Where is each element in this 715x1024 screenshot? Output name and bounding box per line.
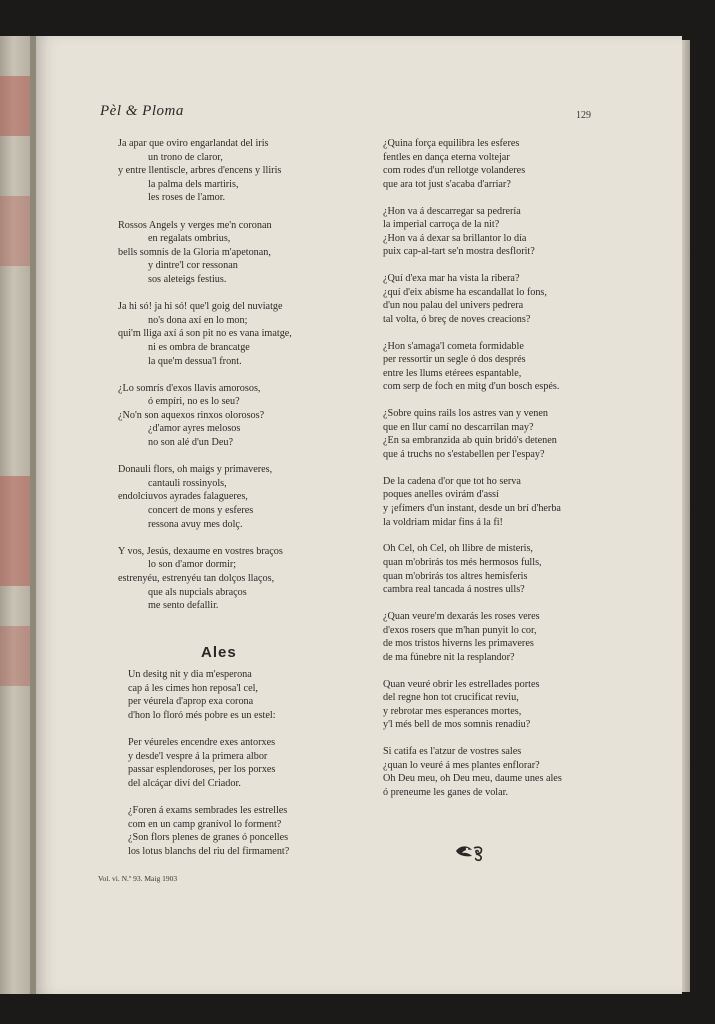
verse-line: bells somnis de la Gloria m'apetonan, (118, 246, 271, 258)
stanza (118, 463, 292, 531)
stanza (118, 545, 292, 613)
verse-line: cap á les cimes hon reposa'l cel, (128, 682, 258, 694)
verse-line: puix cap-al-tart se'n mostra desflorit? (383, 246, 535, 258)
verse-line: ni es ombra de brancatge (148, 341, 250, 353)
binding-stain (0, 196, 30, 266)
verse-line: un trono de claror, (148, 151, 223, 163)
verse-line: Si catifa es l'atzur de vostres sales (383, 746, 522, 758)
verse-line: la palma dels martiris, (148, 178, 239, 190)
verse-line: la que'm dessua'l front. (148, 355, 242, 367)
verse-line: ¿En sa embranzida ab quin bridó's detenen (383, 435, 557, 447)
binding-stain (0, 476, 30, 586)
verse-line: Y vos, Jesús, dexaume en vostres braços (118, 545, 283, 557)
verse-line: y'l més bell de mos somnis renadiu? (383, 719, 531, 731)
verse-line: me sento defallir. (148, 600, 219, 612)
verse-line: ¿Quí d'exa mar ha vista la ribera? (383, 273, 520, 285)
verse-line: y rebrotar mes esperances mortes, (383, 705, 522, 717)
stanza (383, 205, 562, 259)
stanza (383, 137, 562, 191)
stanza (383, 475, 562, 529)
verse-line: qui'm lliga axí á son pit no es vana imatge, (118, 328, 292, 340)
verse-line: Per véureles encendre exes antorxes (128, 736, 276, 748)
verse-line: per véurela d'aprop exa corona (128, 696, 254, 708)
verse-line: Ja hi só! ja hi só! que'l goig del nuviatge (118, 301, 283, 313)
verse-line: ¿quí d'eix abisme ha escandallat lo fons, (383, 286, 547, 298)
verse-line: del regne hon tot crucificat reviu, (383, 692, 519, 704)
verse-line: que als nupcials abraços (148, 586, 247, 598)
verse-line: concert de mons y esferes (148, 505, 254, 517)
verse-line: d'hon lo floró més pobre es un estel: (128, 709, 276, 721)
verse-line: poques anelles ovirám d'assí (383, 489, 499, 501)
left-poem (118, 137, 292, 613)
verse-line: per ressortir un segle ó dos després (383, 354, 526, 366)
stanza (383, 678, 562, 732)
stanza (128, 668, 289, 722)
verse-line: ¿quan lo veuré á mes plantes enflorar? (383, 759, 540, 771)
magazine-title: Pèl & Ploma (100, 103, 184, 119)
verse-line: de ma fúnebre nit la resplandor? (383, 651, 515, 663)
verse-line: ¿Sobre quins rails los astres van y venen (383, 408, 548, 420)
verse-line: del alcáçar diví del Criador. (128, 777, 241, 789)
binding-stain (0, 76, 30, 136)
verse-line: ¿Hon va á dexar sa brillantor lo día (383, 232, 527, 244)
verse-line: Ja apar que oviro engarlandat del iris (118, 138, 269, 149)
verse-line: les roses de l'amor. (148, 192, 226, 204)
verse-line: ressona avuy mes dolç. (148, 518, 243, 530)
stanza (383, 340, 562, 394)
verse-line: ¿Son flors plenes de granes ó poncelles (128, 832, 289, 844)
stanza (128, 736, 289, 790)
verse-line: que en llur camí no descarrilan may? (383, 421, 534, 433)
verse-line: endolciuvos ayrades falagueres, (118, 491, 248, 503)
poem-title: Ales (201, 644, 237, 661)
verse-line: que á truchs no s'estabellen per l'espay? (383, 449, 545, 461)
verse-line: Oh Cel, oh Cel, oh llibre de misteris, (383, 543, 533, 555)
verse-line: la voldriam midar fins á la fi! (383, 516, 503, 528)
verse-line: entre les llums etérees espantable, (383, 367, 522, 379)
verse-line: ó empíri, no es lo seu? (148, 396, 240, 408)
verse-line: Oh Deu meu, oh Deu meu, daume unes ales (383, 773, 562, 785)
stanza (118, 382, 292, 450)
issue-reference: Vol. vi. N.º 93. Maig 1903 (98, 874, 178, 883)
verse-line: no's dona axí en lo mon; (148, 314, 248, 326)
ales-poem (128, 668, 289, 858)
verse-line: ó preneume les ganes de volar. (383, 786, 509, 798)
verse-line: quan m'obrirás tos altres hemisferis (383, 570, 528, 582)
verse-line: en regalats ombrius, (148, 233, 231, 245)
verse-line: com serp de foch en mitg d'un bosch espés. (383, 381, 560, 393)
verse-line: De la cadena d'or que tot ho serva (383, 475, 521, 487)
verse-line: com rodes d'un rellotge volanderes (383, 165, 526, 177)
verse-line: y desde'l vespre á la primera albor (128, 750, 268, 762)
verse-line: estrenyéu, estrenyéu tan dolços llaços, (118, 573, 275, 584)
verse-line: quan m'obrirás tos més hermosos fulls, (383, 556, 542, 568)
verse-line: y dintre'l cor ressonan (148, 260, 238, 272)
binding-stain (0, 626, 30, 686)
right-poem (383, 137, 562, 799)
stanza (118, 219, 292, 287)
verse-line: ¿d'amor ayres melosos (148, 423, 241, 435)
page-number: 129 (576, 110, 591, 121)
verse-line: Rossos Angels y verges me'n coronan (118, 219, 272, 231)
verse-line: de mos tristos hiverns les primaveres (383, 638, 534, 650)
verse-line: ¿Lo somrís d'exos llavis amorosos, (118, 382, 261, 394)
verse-line: ¿Foren á exams sembrades les estrelles (128, 804, 288, 816)
stanza (383, 610, 562, 664)
verse-line: no son alé d'un Deu? (148, 437, 234, 449)
verse-line: los lotus blanchs del riu del firmament? (128, 845, 290, 857)
stanza (383, 745, 562, 799)
verse-line: cantauli rossinyols, (148, 477, 227, 489)
verse-line: Donauli flors, oh maigs y primaveres, (118, 464, 273, 476)
verse-line: d'exos rosers que m'han punyit lo cor, (383, 624, 537, 636)
verse-line: cambra real tancada á nostres ulls? (383, 584, 525, 596)
stanza (383, 407, 562, 461)
stanza (118, 300, 292, 368)
verse-line: Un desitg nit y dia m'esperona (128, 669, 252, 680)
verse-line: la imperial carroça de la nit? (383, 219, 500, 231)
verse-line: ¿Hon s'amaga'l cometa formidable (383, 340, 524, 352)
verse-line: ¿Hon va á descarregar sa pedrería (383, 205, 521, 217)
stanza (128, 804, 289, 858)
verse-line: y ¡efímers d'un instant, desde un brí d'herba (383, 503, 561, 514)
verse-line: tal volta, ó breç de noves creacions? (383, 313, 531, 325)
verse-line: ¿Quan veure'm dexarás les roses veres (383, 610, 540, 622)
ornament-mark-icon (454, 842, 488, 867)
verse-line: lo son d'amor dormir; (148, 559, 237, 571)
stanza (383, 542, 562, 596)
verse-line: com en un camp granívol lo forment? (128, 818, 282, 830)
verse-line: sos aleteigs festius. (148, 273, 227, 285)
stanza (118, 137, 292, 205)
verse-line: passar esplendoroses, per los porxes (128, 764, 276, 776)
stanza (383, 272, 562, 326)
verse-line: que ara tot just s'acaba d'arriar? (383, 178, 511, 190)
verse-line: d'un nou palau del univers pedrera (383, 300, 524, 312)
verse-line: fentles en dança eterna voltejar (383, 151, 510, 163)
verse-line: y entre llentiscle, arbres d'encens y lliris (118, 165, 282, 177)
page-stack-edge (682, 40, 690, 992)
book-binding (0, 36, 30, 994)
verse-line: ¿No'n son aquexos rinxos olorosos? (118, 409, 265, 421)
verse-line: Quan veuré obrir les estrellades portes (383, 678, 540, 690)
verse-line: ¿Quina força equilibra les esferes (383, 138, 520, 149)
